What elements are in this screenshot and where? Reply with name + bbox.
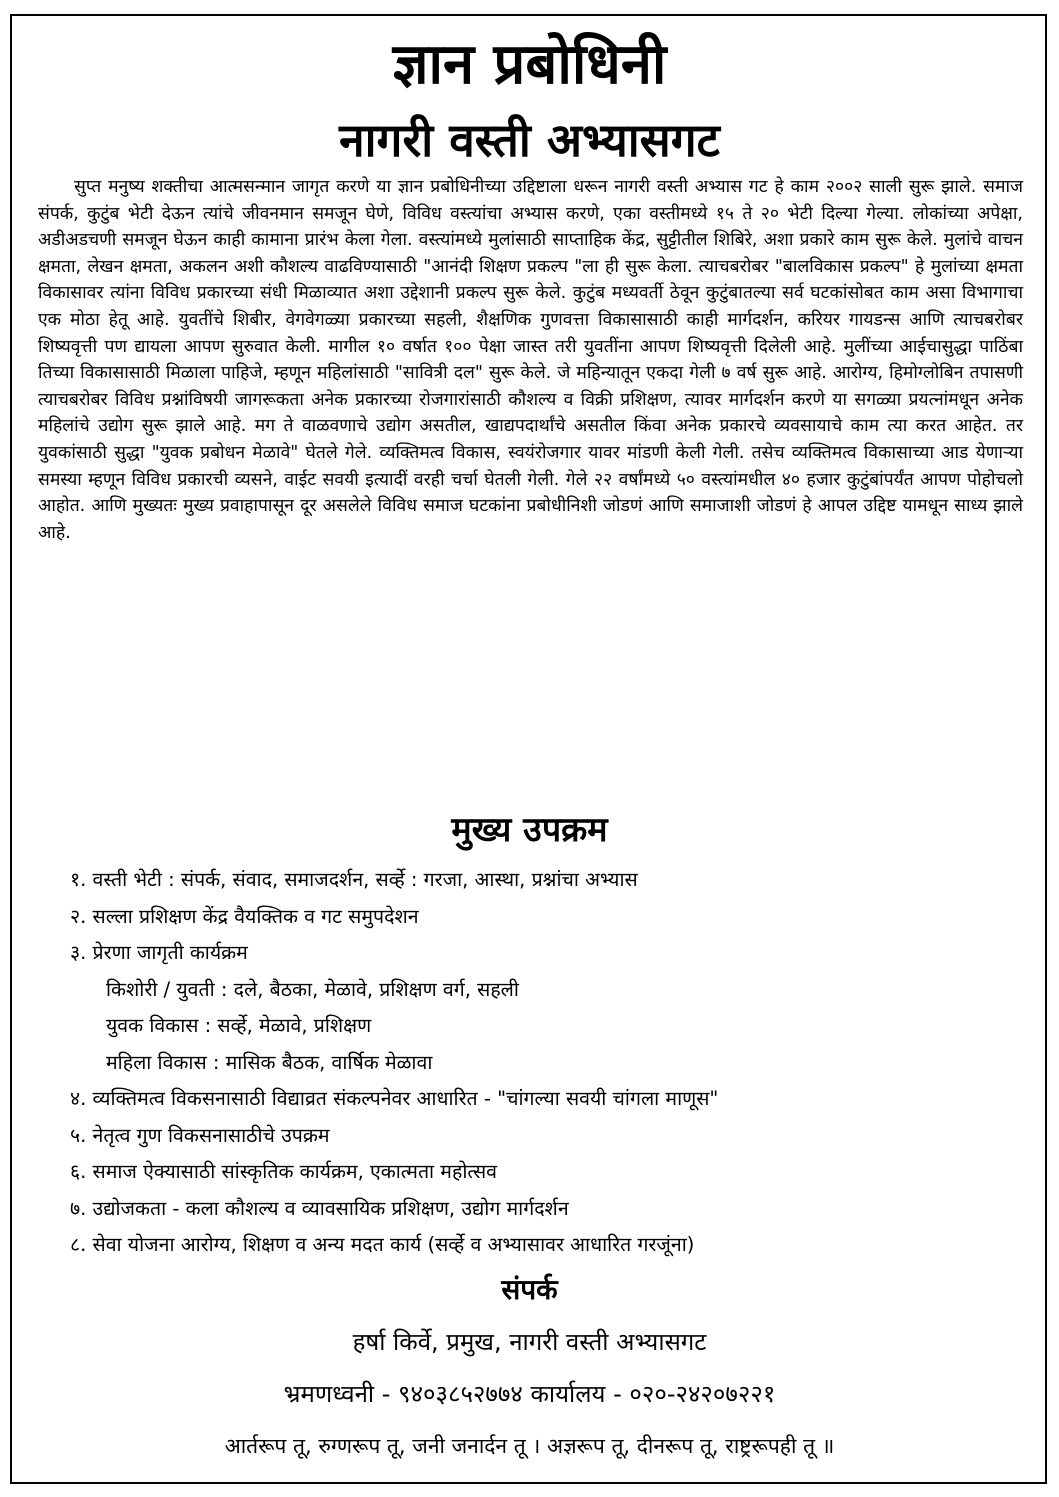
program-item-6: ६. समाज ऐक्यासाठी सांस्कृतिक कार्यक्रम, एकात्मता महोत्सव	[70, 1160, 497, 1183]
org-title: ज्ञान प्रबोधिनी	[392, 32, 667, 97]
contact-name-line: हर्षा किर्वे, प्रमुख, नागरी वस्ती अभ्यासगट	[352, 1328, 707, 1356]
program-item-1: १. वस्ती भेटी : संपर्क, संवाद, समाजदर्शन, सर्व्हे : गरजा, आस्था, प्रश्नांचा अभ्यास	[70, 868, 638, 891]
intro-paragraph: सुप्त मनुष्य शक्तीचा आत्मसन्मान जागृत करणे या ज्ञान प्रबोधिनीच्या उद्दिष्टाला धरून नागरी वस्ती अभ्यास गट हे काम २००२ साली सुरू झाले. समाज संपर्क, कुटुंब भेटी देऊन त्यांचे जीवनमान समजून घेणे, विविध वस्त्यांचा अभ्यास करणे, एका वस्तीमध्ये १५ ते २० भेटी दिल्या गेल्या. लोकांच्या अपेक्षा, अडीअडचणी समजून घेऊन काही कामाना प्रारंभ केला गेला. वस्त्यांमध्ये मुलांसाठी साप्ताहिक केंद्र, सुट्टीतील शिबिरे, अशा प्रकारे काम सुरू केले. मुलांचे वाचन क्षमता, लेखन क्षमता, अकलन अशी कौशल्य वाढविण्यासाठी "आनंदी शिक्षण प्रकल्प "ला ही सुरू केला. त्याचबरोबर "बालविकास प्रकल्प" हे मुलांच्या क्षमता विकासावर त्यांना विविध प्रकारच्या संधी मिळाव्यात अशा उद्देशानी प्रकल्प सुरू केले. कुटुंब मध्यवर्ती ठेवून कुटुंबातल्या सर्व घटकांसोबत काम असा विभागाचा एक मोठा हेतू आहे. युवतींचे शिबीर, वेगवेगळ्या प्रकारच्या सहली, शैक्षणिक गुणवत्ता विकासासाठी काही मार्गदर्शन, करियर गायडन्स आणि त्याचबरोबर शिष्यवृत्ती पण द्यायला आपण सुरुवात केली. मागील १० वर्षात १०० पेक्षा जास्त तरी युवतींना आपण शिष्यवृत्ती दिलेली आहे. मुलींच्या आईचासुद्धा पाठिंबा तिच्या विकासासाठी मिळाला पाहिजे, म्हणून महिलांसाठी "सावित्री दल" सुरू केले. जे महिन्यातून एकदा गेली ७ वर्ष सुरू आहे. आरोग्य, हिमोग्लोबिन तपासणी त्याचबरोबर विविध प्रश्नांविषयी जागरूकता अनेक प्रकारच्या रोजगारांसाठी कौशल्य व विक्री प्रशिक्षण, त्यावर मार्गदर्शन करणे या सगळ्या प्रयत्नांमधून अनेक महिलांचे उद्योग सुरू झाले आहे. मग ते वाळवणाचे उद्योग असतील, खाद्यपदार्थांचे असतील किंवा अनेक प्रकारचे व्यवसायाचे काम त्या करत आहेत. तर युवकांसाठी सुद्धा "युवक प्रबोधन मेळावे" घेतले गेले. व्यक्तिमत्व विकास, स्वयंरोजगार यावर मांडणी केली गेली. तसेच व्यक्तिमत्व विकासाच्या आड येणाऱ्या समस्या म्हणून विविध प्रकारची व्यसने, वाईट सवयी इत्यादीं वरही चर्चा घेतली गेली. गेले २२ वर्षांमध्ये ५० वस्त्यांमधील ४० हजार कुटुंबांपर्यंत आपण पोहोचलो आहोत. आणि मुख्यतः मुख्य प्रवाहापासून दूर असलेले विविध समाज घटकांना प्रबोधीनिशी जोडणं आणि समाजाशी जोडणं हे आपल उद्दिष्ट यामधून साध्य झाले आहे.	[38, 177, 1023, 543]
program-subitem-girls: किशोरी / युवती : दले, बैठका, मेळावे, प्रशिक्षण वर्ग, सहली	[106, 977, 519, 1001]
program-subitem-women: महिला विकास : मासिक बैठक, वार्षिक मेळावा	[106, 1050, 433, 1074]
program-item-4: ४. व्यक्तिमत्व विकसनासाठी विद्याव्रत संकल्पनेवर आधारित - "चांगल्या सवयी चांगला माणूस"	[70, 1087, 719, 1110]
contact-heading: संपर्क	[501, 1273, 558, 1306]
program-item-3: ३. प्रेरणा जागृती कार्यक्रम	[70, 941, 248, 964]
program-item-2: २. सल्ला प्रशिक्षण केंद्र वैयक्तिक व गट समुपदेशन	[70, 904, 419, 928]
footer-motto: आर्तरूप तू, रुग्णरूप तू, जनी जनार्दन तू । अज्ञरूप तू, दीनरूप तू, राष्ट्ररूपही तू ॥	[224, 1434, 835, 1458]
program-subitem-youth: युवक विकास : सर्व्हे, मेळावे, प्रशिक्षण	[106, 1014, 372, 1037]
program-item-5: ५. नेतृत्व गुण विकसनासाठीचे उपक्रम	[70, 1123, 330, 1147]
program-item-8: ८. सेवा योजना आरोग्य, शिक्षण व अन्य मदत कार्य (सर्व्हे व अभ्यासावर आधारित गरजूंना)	[70, 1233, 695, 1256]
contact-phone-line: भ्रमणध्वनी - ९४०३८५२७७४ कार्यालय - ०२०-२४२०७२२१	[283, 1380, 776, 1408]
programs-heading: मुख्य उपक्रम	[451, 810, 608, 850]
programs-list	[70, 862, 1030, 1264]
program-item-7: ७. उद्योजकता - कला कौशल्य व व्यावसायिक प्रशिक्षण, उद्योग मार्गदर्शन	[70, 1196, 569, 1220]
group-title: नागरी वस्ती अभ्यासगट	[339, 113, 720, 167]
